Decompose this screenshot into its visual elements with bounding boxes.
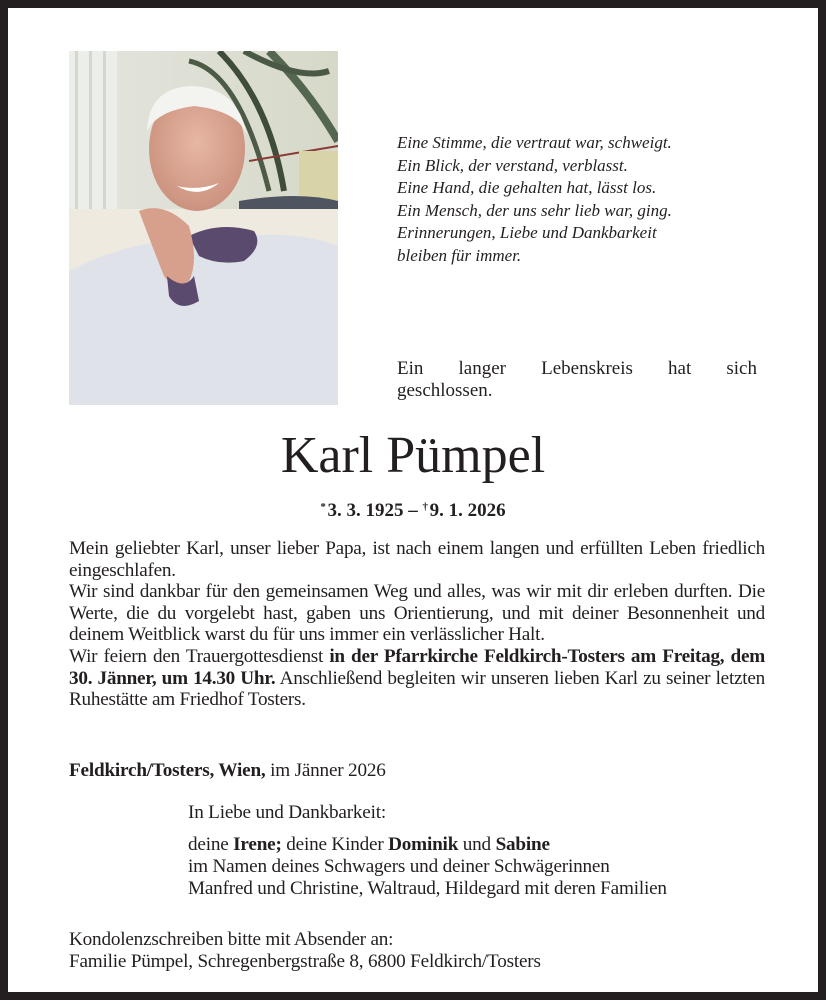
motto-line: Ein langer Lebenskreis hat sich <box>397 358 757 379</box>
birth-date: 3. 3. 1925 <box>327 500 404 521</box>
paragraph: Mein geliebter Karl, unser lieber Papa, ist nach einem langen und erfüllten Leben friedlich eingeschlafen. <box>69 538 765 581</box>
signature-line: Manfred und Christine, Waltraud, Hildegard mit deren Familien <box>188 878 667 899</box>
child-name: Dominik <box>388 834 459 855</box>
wife-name: Irene; <box>233 834 282 855</box>
place: Feldkirch/Tosters, Wien, <box>69 760 266 781</box>
signature-family-line <box>188 834 667 856</box>
condolence-line: Kondolenzschreiben bitte mit Absender an: <box>69 929 394 950</box>
birth-star-icon: * <box>320 501 326 513</box>
funeral-details: in der Pfarrkirche Feldkirch-Tosters am Freitag, dem 30. Jänner, um 14.30 Uhr. <box>69 645 765 689</box>
poem-line: Eine Hand, die gehalten hat, lässt los. <box>397 178 657 198</box>
signature-intro: In Liebe und Dankbarkeit: <box>188 802 386 823</box>
place-date-line <box>69 760 386 782</box>
child-name: Sabine <box>495 834 550 855</box>
funeral-intro: Wir feiern den Trauergottesdienst <box>69 645 330 667</box>
paragraph: Wir sind dankbar für den gemeinsamen Weg und alles, was wir mit dir erleben durften. Die Werte, die du vorgelebt hast, gaben uns Orientierung, und mit deiner Besonnenheit und deinem Weitblick warst du für uns immer ein verlässlicher Halt. <box>69 581 765 646</box>
deceased-name: Karl Pümpel <box>280 427 546 484</box>
date-separator: – <box>403 500 423 521</box>
portrait-photo <box>69 51 338 405</box>
funeral-rest: Anschließend begleiten wir unseren lieben Karl zu seiner letzten Ruhestätte am Friedhof Tosters. <box>69 667 765 711</box>
obituary-text <box>69 538 765 711</box>
poem-line: Eine Stimme, die vertraut war, schweigt. <box>397 133 672 152</box>
text: deine Kinder <box>281 834 389 855</box>
life-dates <box>8 495 818 523</box>
signature-block <box>188 802 667 900</box>
text: deine <box>188 834 234 855</box>
death-cross-icon: † <box>422 501 428 513</box>
condolence-address <box>69 929 541 973</box>
poem-line: bleiben für immer. <box>397 245 522 265</box>
poem-line: Ein Mensch, der uns sehr lieb war, ging. <box>397 200 672 220</box>
funeral-paragraph <box>69 646 765 711</box>
month-year: im Jänner 2026 <box>265 760 386 781</box>
poem <box>397 132 777 268</box>
signature-line: im Namen deines Schwagers und deiner Schwägerinnen <box>188 856 610 877</box>
poem-line: Ein Blick, der verstand, verblasst. <box>397 155 628 175</box>
address-line: Familie Pümpel, Schregenbergstraße 8, 6800 Feldkirch/Tosters <box>69 951 541 972</box>
death-date: 9. 1. 2026 <box>429 500 506 521</box>
obituary-page <box>8 8 818 992</box>
motto <box>397 358 757 402</box>
motto-line: geschlossen. <box>397 380 493 401</box>
poem-line: Erinnerungen, Liebe und Dankbarkeit <box>397 223 657 243</box>
text: und <box>458 834 496 855</box>
